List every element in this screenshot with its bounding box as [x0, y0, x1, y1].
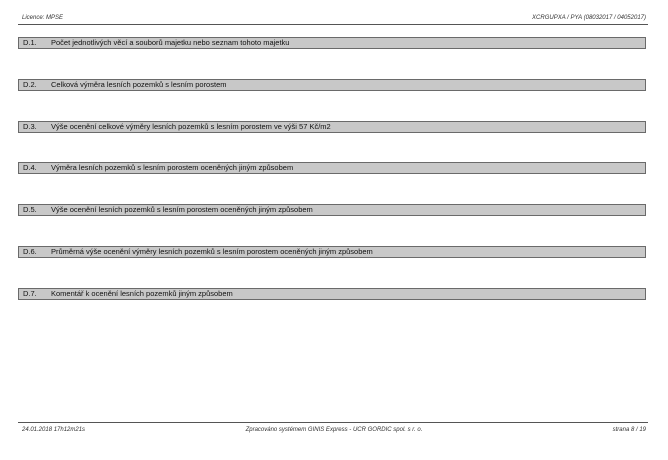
section-bar-d3 — [18, 121, 646, 133]
form-id-label: XCRGUPXA / PYA (08032017 / 04052017) — [532, 15, 646, 21]
footer-timestamp: 24.01.2018 17h12m21s — [22, 427, 86, 433]
section-title: Výměra lesních pozemků s lesním porostem oceněných jiným způsobem — [51, 163, 294, 172]
section-title: Výše ocenění celkové výměry lesních pozemků s lesním porostem ve výši 57 Kč/m2 — [51, 122, 331, 131]
section-title: Průměrná výše ocenění výměry lesních pozemků s lesním porostem oceněných jiným způsobem — [51, 247, 373, 256]
section-title: Výše ocenění lesních pozemků s lesním porostem oceněných jiným způsobem — [51, 205, 313, 214]
section-bar-d5 — [18, 204, 646, 216]
section-title: Komentář k ocenění lesních pozemků jiným způsobem — [51, 289, 233, 298]
section-bar-d6 — [18, 246, 646, 258]
license-label: Licence: MPSE — [22, 15, 64, 21]
footer-processed-by: Zpracováno systémem GINIS Express - UCR GORDIC spol. s r. o. — [245, 427, 423, 433]
section-code: D.6. — [23, 247, 37, 256]
header-divider — [18, 24, 648, 25]
section-bar-d1 — [18, 37, 646, 49]
section-bar-d7 — [18, 288, 646, 300]
section-title: Celková výměra lesních pozemků s lesním porostem — [51, 80, 227, 89]
section-bar-d4 — [18, 162, 646, 174]
section-code: D.7. — [23, 289, 37, 298]
section-code: D.5. — [23, 205, 37, 214]
footer-divider — [18, 422, 648, 423]
section-title: Počet jednotlivých věcí a souborů majetku nebo seznam tohoto majetku — [51, 38, 290, 47]
section-code: D.1. — [23, 38, 37, 47]
footer-page-number: strana 8 / 19 — [612, 427, 646, 433]
section-code: D.2. — [23, 80, 37, 89]
section-code: D.3. — [23, 122, 37, 131]
section-code: D.4. — [23, 163, 37, 172]
section-bar-d2 — [18, 79, 646, 91]
